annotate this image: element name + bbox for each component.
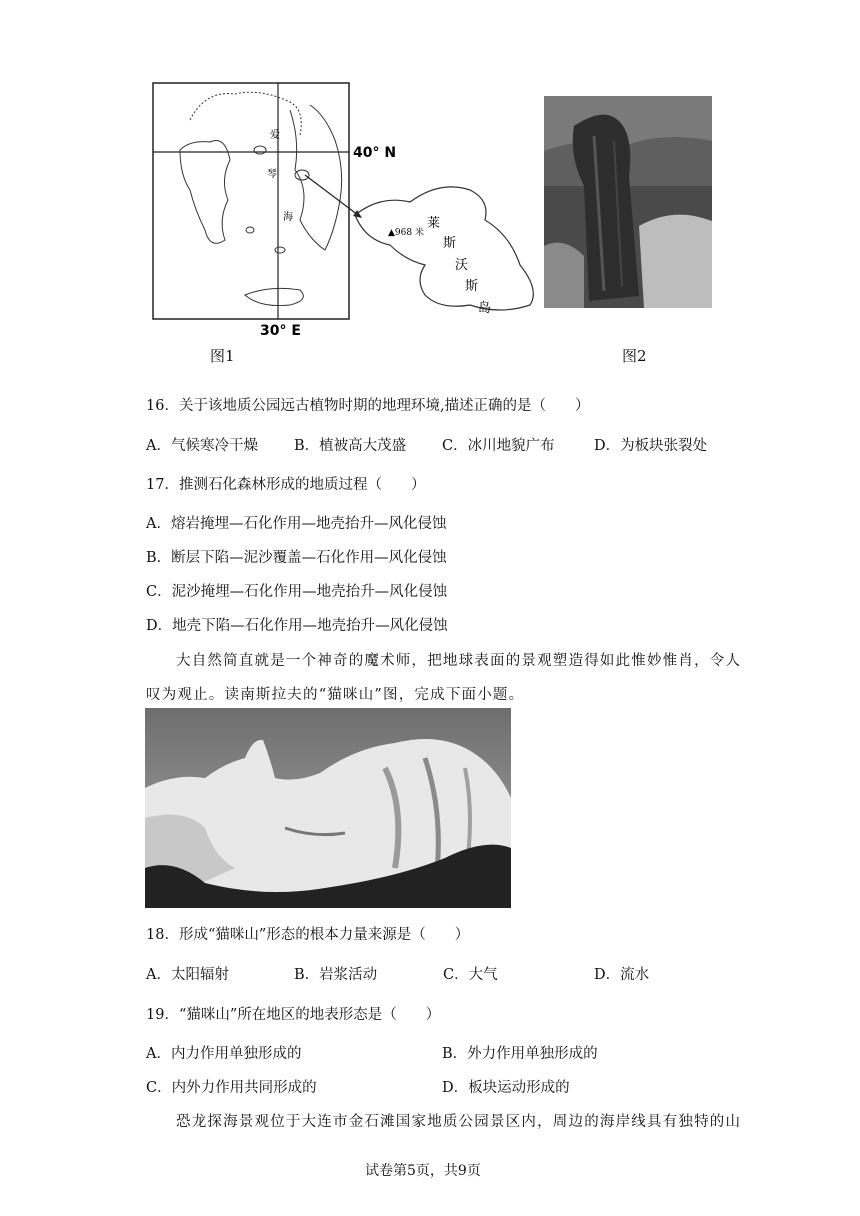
q18-option-d: D．流水 — [594, 967, 650, 983]
sea-char-2: 琴 — [267, 169, 277, 180]
question-17-stem: 17．推测石化森林形成的地质过程（ ） — [146, 477, 426, 493]
question-16-stem: 16．关于该地质公园远古植物时期的地理环境,描述正确的是（ ） — [146, 398, 590, 414]
intro-line-2: 叹为观止。读南斯拉夫的“猫咪山”图，完成下面小题。 — [146, 687, 525, 703]
petrified-tree-photo — [544, 96, 712, 308]
q17-option-a: A．熔岩掩埋—石化作用—地壳抬升—风化侵蚀 — [146, 516, 447, 532]
q16-option-b: B．植被高大茂盛 — [294, 438, 407, 454]
island-char-5: 岛 — [478, 301, 492, 316]
longitude-label: 30° E — [260, 323, 301, 339]
peak-elevation-label: ▲968 米 — [388, 228, 424, 238]
q19-option-d: D．板块运动形成的 — [442, 1080, 570, 1096]
aegean-sea-map — [150, 80, 545, 339]
q16-option-d: D．为板块张裂处 — [594, 438, 708, 454]
island-char-3: 沃 — [455, 258, 469, 273]
q18-option-c: C．大气 — [443, 967, 498, 983]
figure-1-caption: 图1 — [210, 347, 235, 365]
q19-option-c: C．内外力作用共同形成的 — [146, 1080, 317, 1096]
q17-option-b: B．断层下陷—泥沙覆盖—石化作用—风化侵蚀 — [146, 550, 447, 566]
figure-2-caption: 图2 — [622, 347, 647, 365]
q19-option-b: B．外力作用单独形成的 — [442, 1046, 598, 1062]
next-passage-line: 恐龙探海景观位于大连市金石滩国家地质公园景区内，周边的海岸线具有独特的山 — [176, 1114, 742, 1130]
sea-char-3: 海 — [283, 212, 293, 223]
q16-option-a: A．气候寒冷干燥 — [146, 438, 258, 454]
question-19-stem: 19．“猫咪山”所在地区的地表形态是（ ） — [146, 1007, 441, 1023]
latitude-label: 40° N — [353, 145, 397, 161]
island-char-4: 斯 — [465, 279, 479, 294]
sea-char-1: 爱 — [270, 130, 280, 141]
q18-option-a: A．太阳辐射 — [146, 967, 229, 983]
q17-option-d: D．地壳下陷—石化作用—地壳抬升—风化侵蚀 — [146, 618, 448, 634]
intro-line-1: 大自然简直就是一个神奇的魔术师，把地球表面的景观塑造得如此惟妙惟肖，令人 — [176, 653, 742, 669]
q16-option-c: C．冰川地貌广布 — [442, 438, 555, 454]
q18-option-b: B．岩浆活动 — [294, 967, 378, 983]
island-char-2: 斯 — [443, 236, 457, 251]
q19-option-a: A．内力作用单独形成的 — [146, 1046, 302, 1062]
question-18-stem: 18．形成“猫咪山”形态的根本力量来源是（ ） — [146, 927, 470, 943]
cat-mountain-photo — [145, 708, 511, 908]
page-footer: 试卷第5页，共9页 — [365, 1163, 481, 1179]
island-char-1: 莱 — [427, 216, 441, 231]
q17-option-c: C．泥沙掩埋—石化作用—地壳抬升—风化侵蚀 — [146, 584, 448, 600]
